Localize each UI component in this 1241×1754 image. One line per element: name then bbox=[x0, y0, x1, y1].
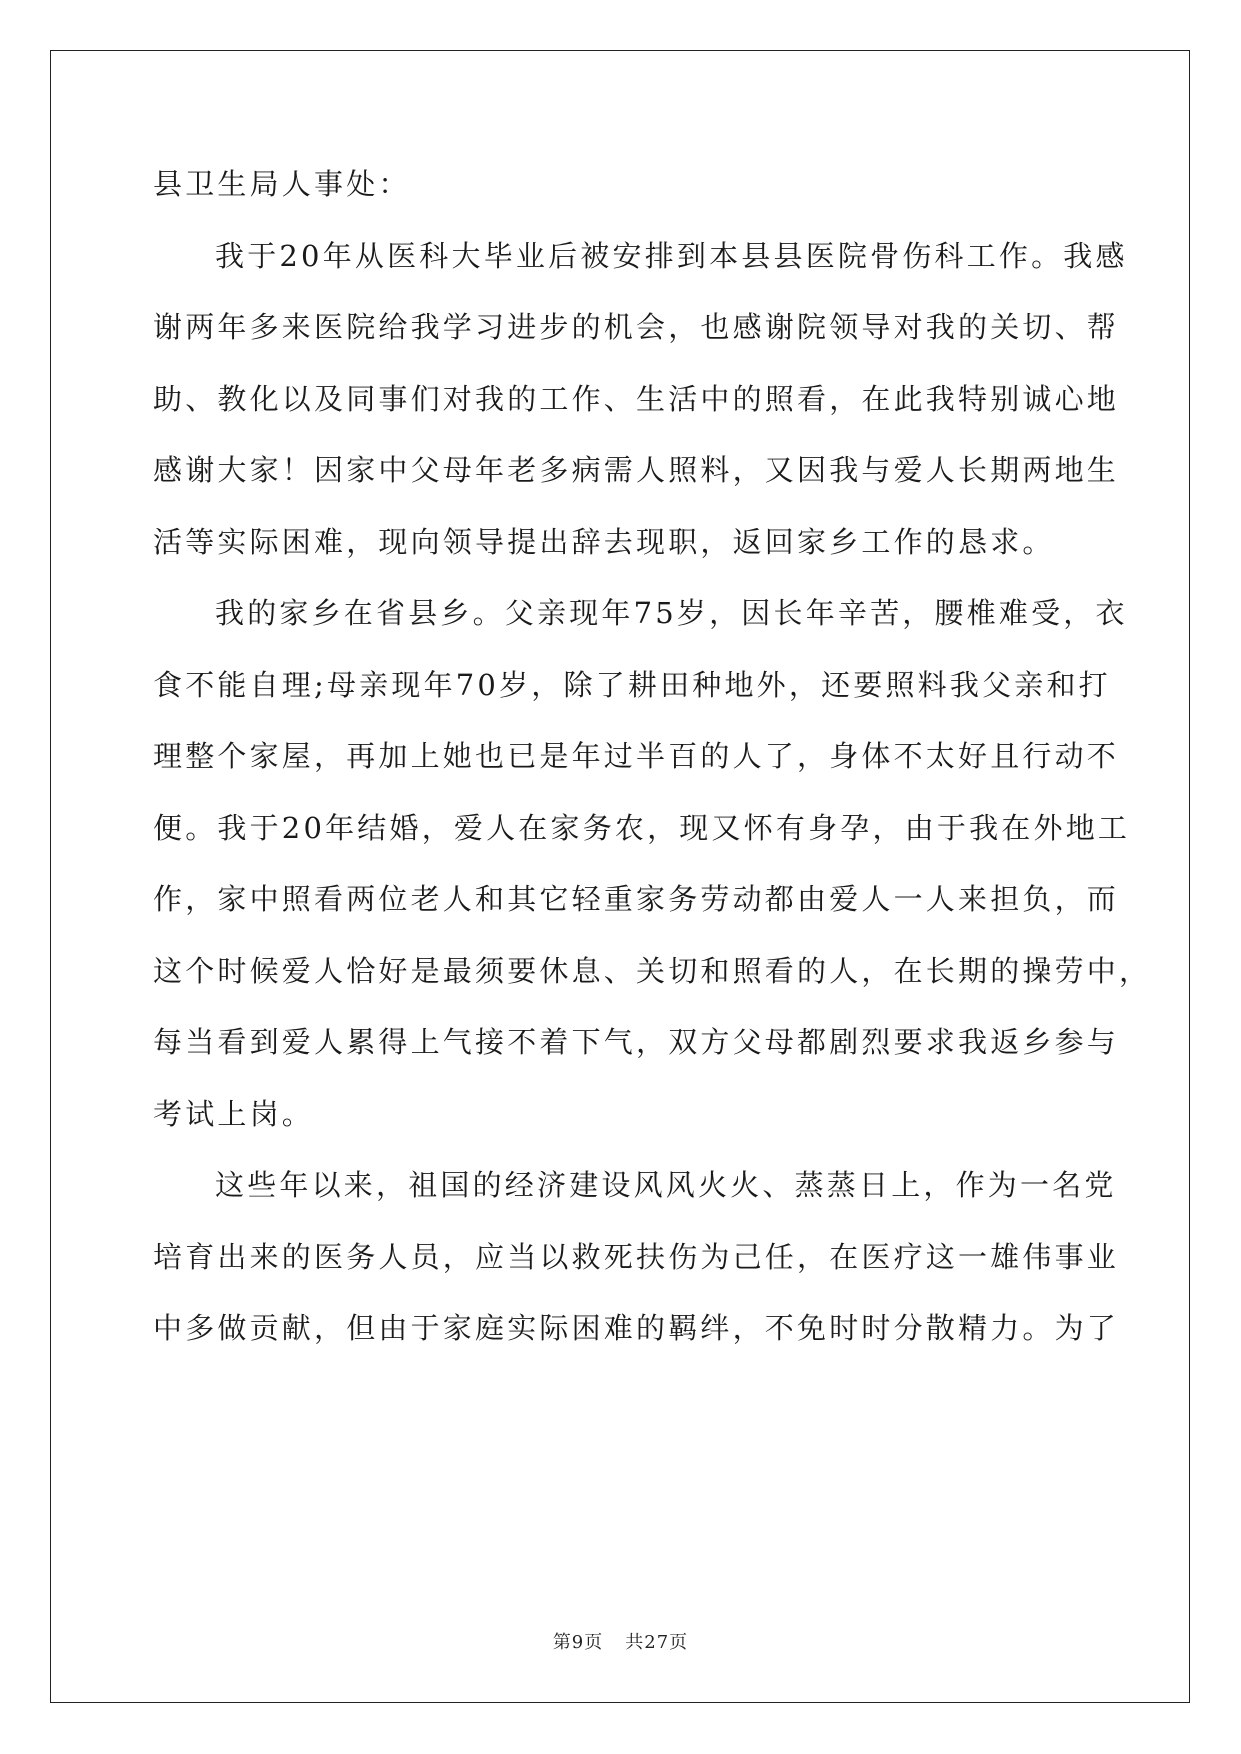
text-line: 谢两年多来医院给我学习进步的机会，也感谢院领导对我的关切、帮 bbox=[153, 310, 1120, 344]
text-line: 食不能自理;母亲现年70岁，除了耕田种地外，还要照料我父亲和打 bbox=[153, 667, 1111, 702]
text-line: 便。我于20年结婚，爱人在家务农，现又怀有身孕，由于我在外地工 bbox=[153, 810, 1131, 845]
text-line: 理整个家屋，再加上她也已是年过半百的人了，身体不太好且行动不 bbox=[153, 739, 1120, 773]
page-footer bbox=[0, 1628, 1241, 1654]
text-line: 感谢大家！因家中父母年老多病需人照料，又因我与爱人长期两地生 bbox=[153, 453, 1120, 487]
document-body bbox=[153, 167, 1152, 1384]
text-line: 每当看到爱人累得上气接不着下气，双方父母都剧烈要求我返乡参与 bbox=[153, 1025, 1120, 1059]
text-line: 这些年以来，祖国的经济建设风风火火、蒸蒸日上，作为一名党 bbox=[215, 1168, 1117, 1202]
text-line: 助、教化以及同事们对我的工作、生活中的照看，在此我特别诚心地 bbox=[153, 381, 1120, 416]
text-line: 我的家乡在省县乡。父亲现年75岁，因长年辛苦，腰椎难受，衣 bbox=[215, 596, 1128, 630]
page-total: 共27页 bbox=[625, 1632, 689, 1653]
text-line: 中多做贡献，但由于家庭实际困难的羁绊，不免时时分散精力。为了 bbox=[153, 1311, 1120, 1345]
salutation-line: 县卫生局人事处： bbox=[153, 167, 411, 201]
text-line: 我于20年从医科大毕业后被安排到本县县医院骨伤科工作。我感 bbox=[215, 238, 1128, 273]
text-line: 这个时候爱人恰好是最须要休息、关切和照看的人，在长期的操劳中， bbox=[153, 953, 1152, 988]
text-line: 培育出来的医务人员，应当以救死扶伤为己任，在医疗这一雄伟事业 bbox=[153, 1239, 1120, 1274]
page-number: 第9页 bbox=[552, 1632, 604, 1653]
text-line: 活等实际困难，现向领导提出辞去现职，返回家乡工作的恳求。 bbox=[153, 524, 1055, 559]
text-line: 作，家中照看两位老人和其它轻重家务劳动都由爱人一人来担负，而 bbox=[153, 882, 1120, 916]
text-line: 考试上岗。 bbox=[153, 1096, 315, 1131]
